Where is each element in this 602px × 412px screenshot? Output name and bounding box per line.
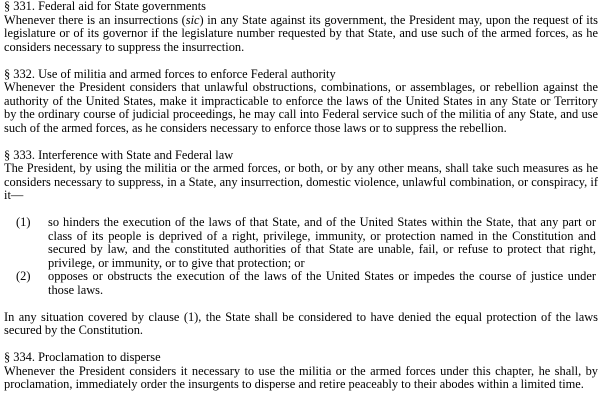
clause-list <box>4 216 598 297</box>
section-331-body <box>4 14 598 55</box>
sic-annotation: sic <box>185 12 200 27</box>
section-divider <box>4 338 598 352</box>
section-334-body: Whenever the President considers it necessary to use the militia or the armed forces under this chapter, he shall, by proclamation, immediately order the insurgents to disperse and retire peaceably to their abodes within a limited time. <box>4 363 598 391</box>
clause-text: opposes or obstructs the execution of the laws of the United States or impedes the course of justice under those laws. <box>48 269 596 297</box>
section-334 <box>4 351 598 392</box>
clause-item <box>16 270 598 297</box>
section-331-body-start: Whenever there is an insurrections ( <box>4 12 186 27</box>
section-332-body: Whenever the President considers that unlawful obstructions, combinations, or assemblages, or rebellion against the authority of the United States, make it impracticable to enforce the laws of the United States in any State or Territory by the ordinary course of judicial proceedings, he may call into Federal service such of the militia of any State, and use such of the armed forces, as he considers necessary to enforce those laws or to suppress the rebellion. <box>4 80 598 135</box>
section-divider <box>4 135 598 149</box>
section-333 <box>4 149 598 338</box>
section-332-heading: § 332. Use of militia and armed forces to enforce Federal authority <box>4 66 336 81</box>
section-331-heading: § 331. Federal aid for State governments <box>4 0 206 13</box>
section-332 <box>4 68 598 136</box>
section-divider <box>4 54 598 68</box>
section-333-heading: § 333. Interference with State and Federal law <box>4 147 234 162</box>
clause-text: so hinders the execution of the laws of that State, and of the United States within the State, that any part or class of its people is deprived of a right, privilege, immunity, or protection named in the Constitution and secured by law, and the constituted authorities of that State are unable, fail, or refuse to protect that right, privilege, or immunity, or to give that protection; or <box>48 215 596 270</box>
section-333-intro: The President, by using the militia or the armed forces, or both, or by any other means, shall take such measures as he considers necessary to suppress, in a State, any insurrection, domestic violence, unlawful combination, or conspiracy, if it— <box>4 161 598 202</box>
clause-item <box>16 216 598 270</box>
section-331-body-end: ) in any State against its government, the President may, upon the request of its legislature or of its governor if the legislature number requested by that State, and use such of the armed forces, as he considers necessary to suppress the insurrection. <box>4 12 598 54</box>
section-334-heading: § 334. Proclamation to disperse <box>4 350 161 364</box>
paragraph-divider <box>4 297 598 311</box>
section-331 <box>4 0 598 54</box>
clause-number: (1) <box>16 215 31 229</box>
clause-number: (2) <box>16 269 31 283</box>
paragraph-divider <box>4 203 598 217</box>
section-333-closing: In any situation covered by clause (1), the State shall be considered to have denied the equal protection of the laws secured by the Constitution. <box>4 309 598 337</box>
